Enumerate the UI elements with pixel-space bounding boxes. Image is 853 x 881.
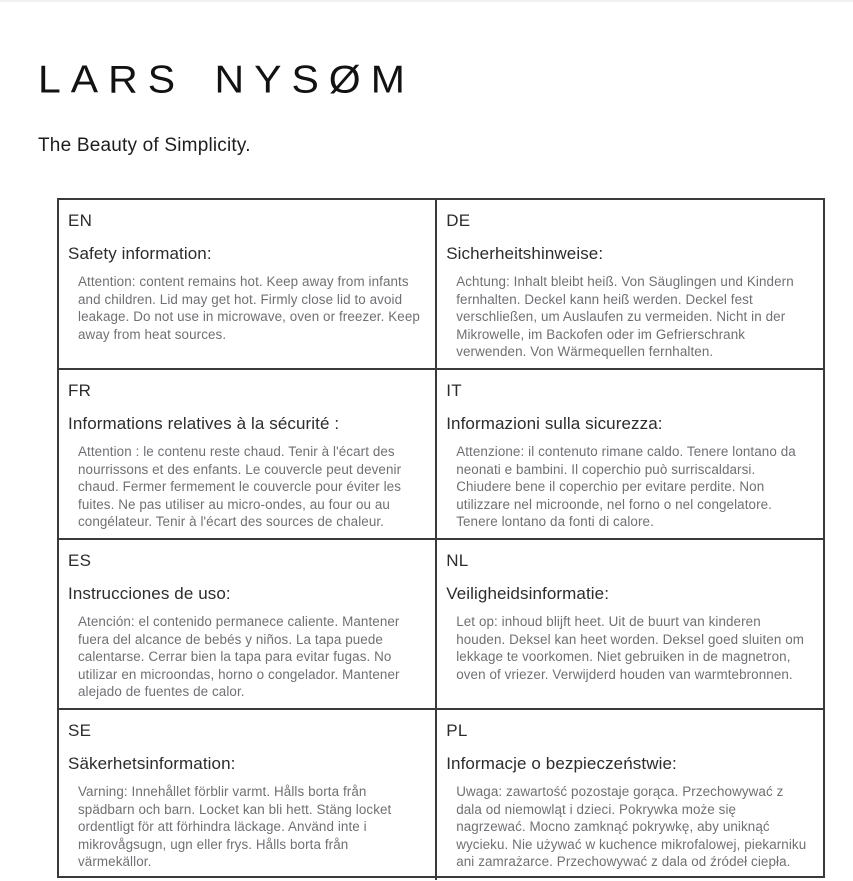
language-code-en: EN [68,211,93,230]
lang-cell-fr [59,370,437,540]
section-body-se: Varning: Innehållet förblir varmt. Hålls borta från spädbarn och barn. Locket kan bli hett. Stäng locket ordentligt för att förhindra läckage. Använd inte i mikrovågsugn, ugn eller frys. Hålls borta från värmekällor. [78,784,392,869]
lang-cell-nl [437,540,823,710]
section-heading-fr: Informations relatives à la sécurité : [68,414,340,433]
lang-cell-es [59,540,437,710]
section-body-pl: Uwaga: zawartość pozostaje gorąca. Przechowywać z dala od niemowląt i dzieci. Pokrywka może się nagrzewać. Mocno zamknąć pokrywkę, aby uniknąć wycieku. Nie używać w kuchence mikrofalowej, piekarniku ani zamrażarce. Przechowywać z dala od źródeł ciepła. [456,784,807,869]
section-body-en: Attention: content remains hot. Keep away from infants and children. Lid may get hot. Firmly close lid to avoid leakage. Do not use in microwave, oven or freezer. Keep away from heat sources. [78,274,420,342]
section-heading-nl: Veiligheidsinformatie: [446,584,610,603]
lang-cell-de [437,200,823,370]
section-heading-en: Safety information: [68,244,212,263]
lang-cell-en [59,200,437,370]
section-heading-pl: Informacje o bezpieczeństwie: [446,754,677,773]
section-body-es: Atención: el contenido permanece caliente. Mantener fuera del alcance de bebés y niños. La tapa puede calentarse. Cerrar bien la tapa para evitar fugas. No utilizar en microondas, horno o congelador. Mantener alejado de fuentes de calor. [78,614,400,699]
lang-cell-pl [437,710,823,880]
brand-tagline: The Beauty of Simplicity. [38,135,251,156]
section-body-it: Attenzione: il contenuto rimane caldo. Tenere lontano da neonati e bambini. Il coperchio può surriscaldarsi. Chiudere bene il coperchio per evitare perdite. Non utilizzare nel microonde, nel forno o nel congelatore. Tenere lontano da fonti di calore. [456,444,796,529]
section-heading-se: Säkerhetsinformation: [68,754,236,773]
section-heading-it: Informazioni sulla sicurezza: [446,414,663,433]
language-code-it: IT [446,381,462,400]
language-code-nl: NL [446,551,469,570]
language-code-fr: FR [68,381,92,400]
language-code-es: ES [68,551,92,570]
section-body-nl: Let op: inhoud blijft heet. Uit de buurt van kinderen houden. Deksel kan heet worden. Deksel goed sluiten om lekkage te voorkomen. Niet gebruiken in de magnetron, oven of vriezer. Verwijderd houden van warmtebronnen. [456,614,805,682]
section-body-de: Achtung: Inhalt bleibt heiß. Von Säuglingen und Kindern fernhalten. Deckel kann heiß werden. Deckel fest verschließen, um Auslaufen zu vermeiden. Nicht in der Mikrowelle, im Backofen oder im Gefrierschrank verwenden. Von Wärmequellen fernhalten. [456,274,794,359]
lang-cell-it [437,370,823,540]
section-body-fr: Attention : le contenu reste chaud. Tenir à l'écart des nourrissons et des enfants. Le couvercle peut devenir chaud. Fermer fermement le couvercle pour éviter les fuites. Ne pas utiliser au micro-ondes, au four ou au congélateur. Tenir à l'écart des sources de chaleur. [78,444,402,529]
language-code-pl: PL [446,721,468,740]
language-code-se: SE [68,721,92,740]
brand-logo: LARS NYSØM [38,57,415,102]
section-heading-de: Sicherheitshinweise: [446,244,604,263]
safety-info-sheet [0,2,853,881]
safety-info-table [57,198,825,878]
language-code-de: DE [446,211,471,230]
lang-cell-se [59,710,437,880]
section-heading-es: Instrucciones de uso: [68,584,231,603]
brand-header [0,2,853,157]
